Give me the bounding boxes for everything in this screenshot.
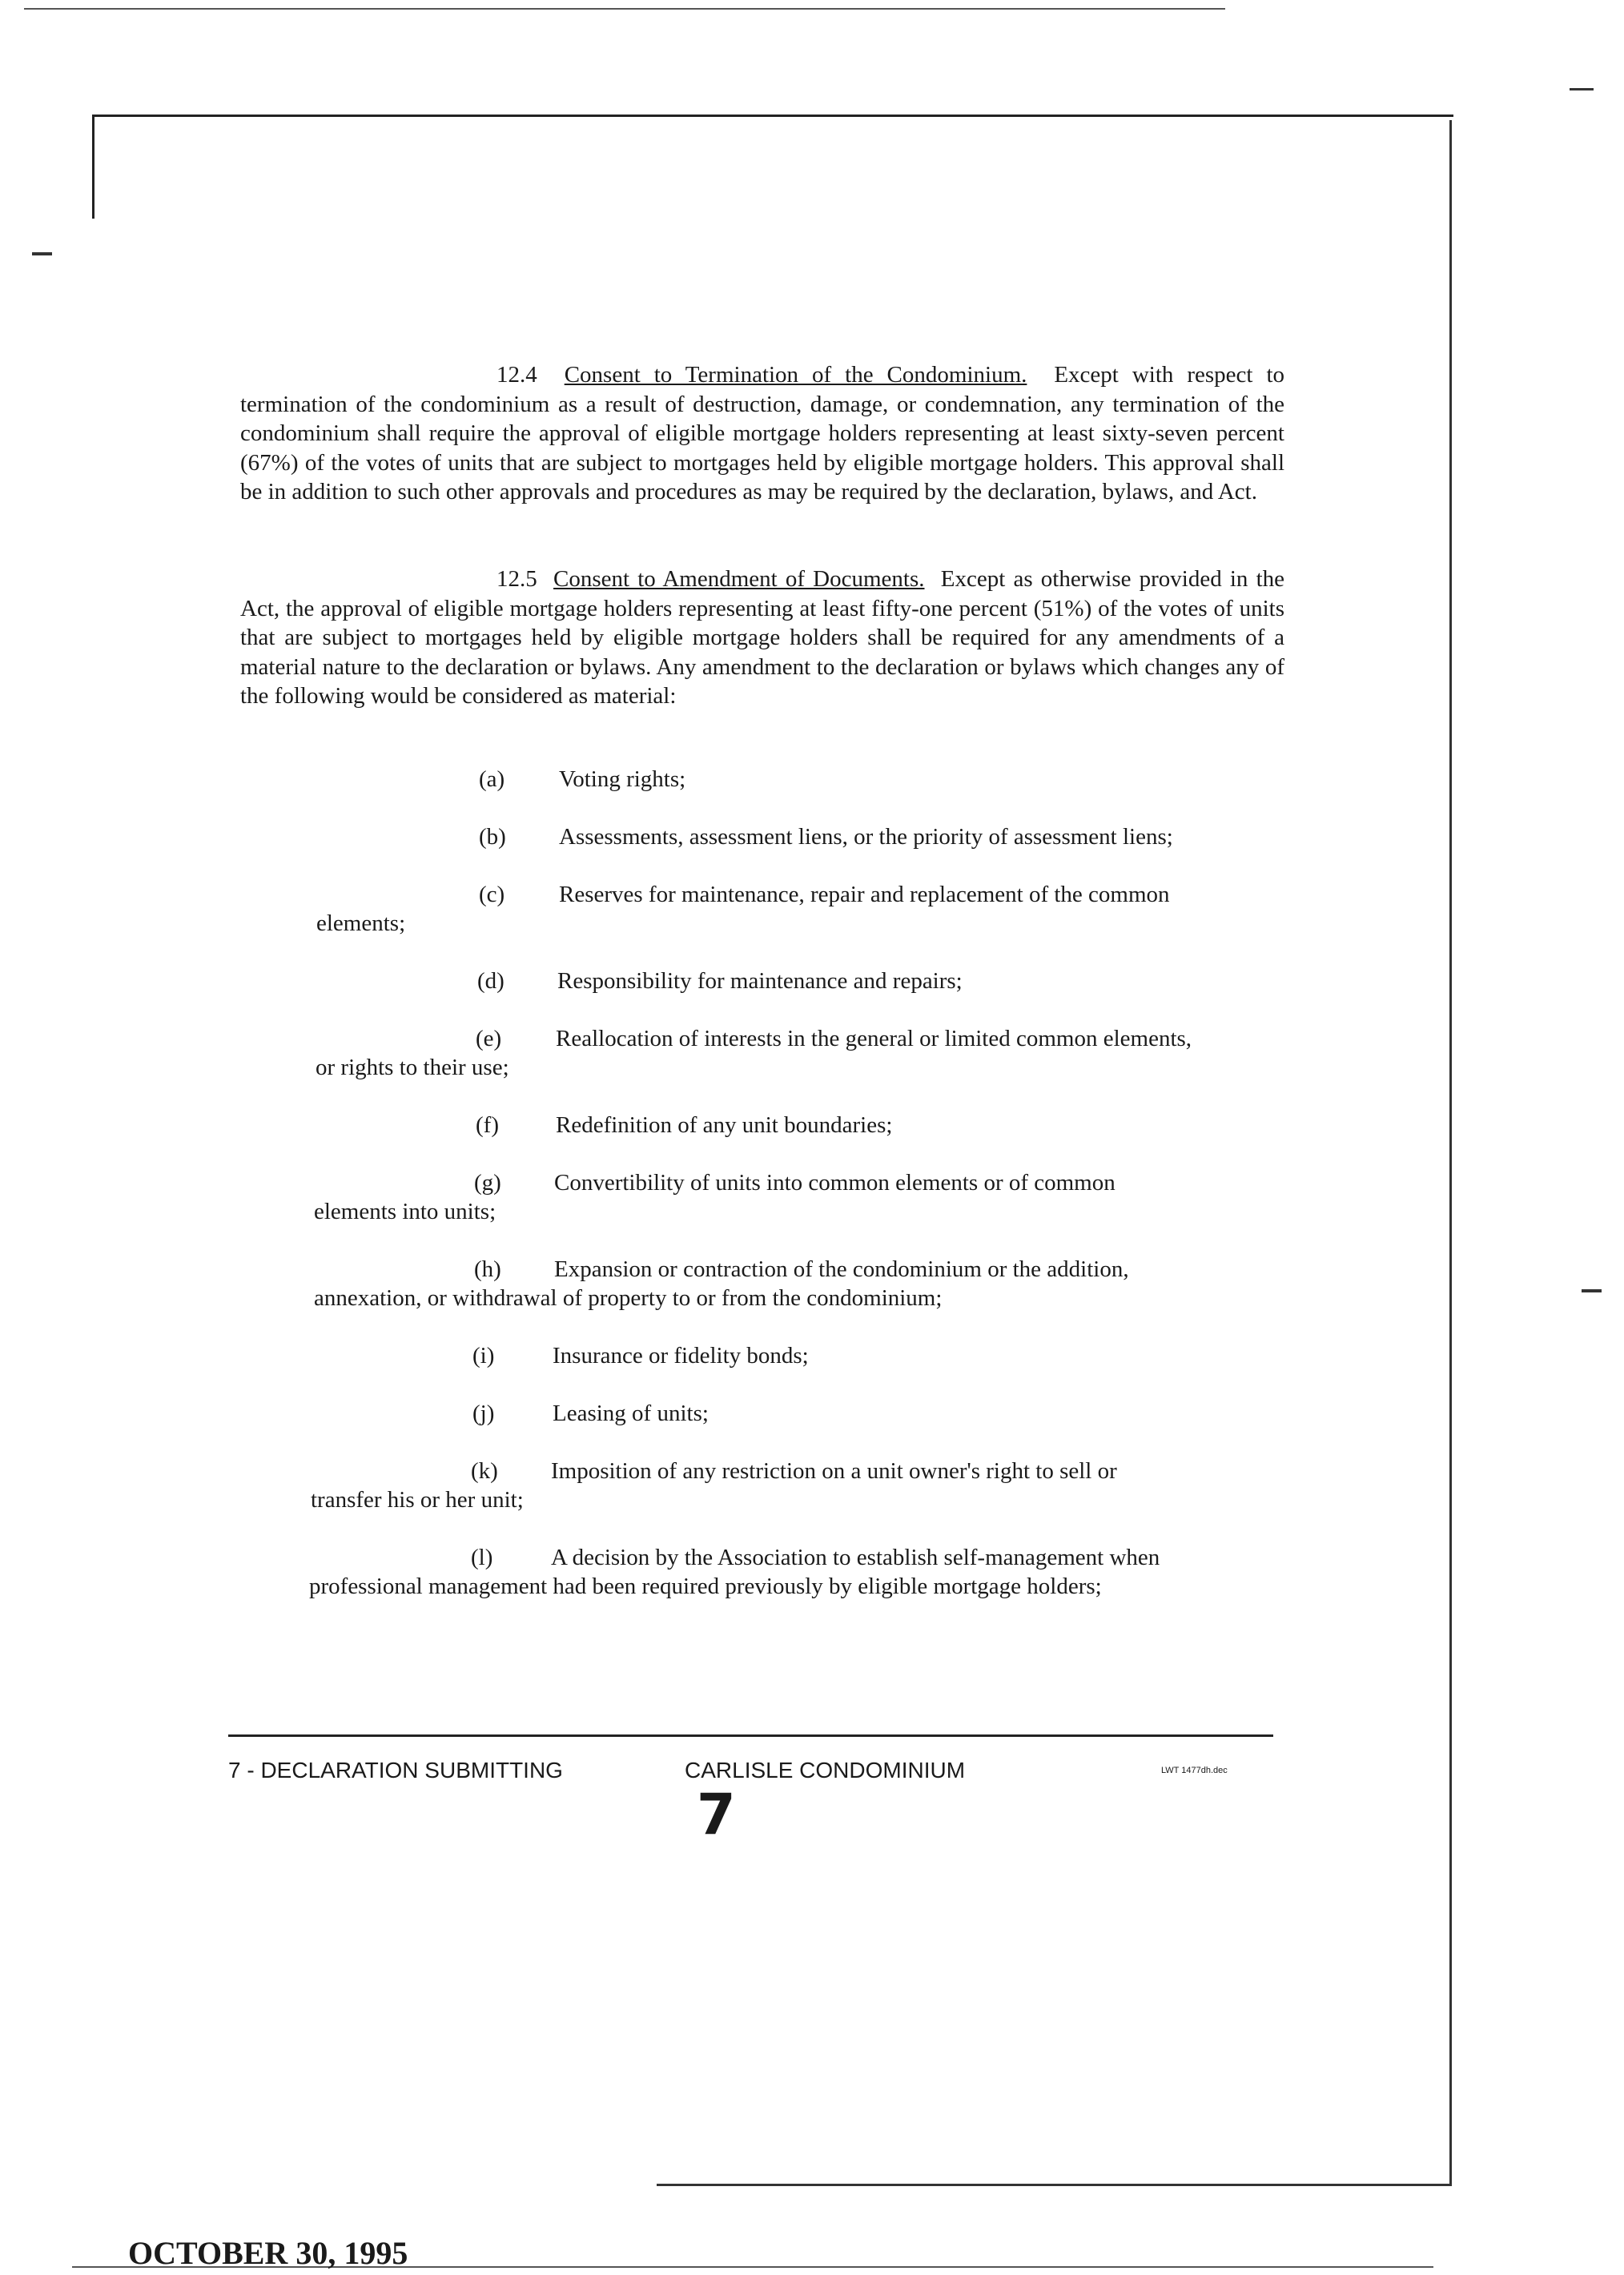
scan-border-left bbox=[92, 115, 94, 219]
date-stamp: OCTOBER 30, 1995 bbox=[128, 2235, 408, 2271]
scan-noise bbox=[1570, 88, 1594, 90]
list-item-continuation: professional management had been required previously by eligible mortgage holders; bbox=[309, 1574, 1102, 1599]
list-item-label: (b) bbox=[479, 824, 506, 850]
footer-document-title: 7 - DECLARATION SUBMITTING bbox=[228, 1758, 563, 1783]
list-item-continuation: transfer his or her unit; bbox=[311, 1487, 524, 1513]
list-item-text: Reserves for maintenance, repair and replacement of the common bbox=[559, 882, 1170, 907]
list-item-text: Assessments, assessment liens, or the priority of assessment liens; bbox=[559, 824, 1173, 850]
list-item-text: Reallocation of interests in the general or limited common elements, bbox=[556, 1026, 1192, 1051]
list-item-label: (l) bbox=[471, 1545, 493, 1570]
list-item-text: Insurance or fidelity bonds; bbox=[553, 1343, 809, 1369]
scan-noise bbox=[24, 8, 1225, 10]
list-item-text: Voting rights; bbox=[559, 766, 686, 792]
list-item-text: Expansion or contraction of the condominium or the addition, bbox=[554, 1256, 1129, 1282]
list-item-text: Imposition of any restriction on a unit owner's right to sell or bbox=[551, 1458, 1117, 1484]
list-item-text: A decision by the Association to establish self-management when bbox=[551, 1545, 1160, 1570]
list-item-label: (c) bbox=[479, 882, 505, 907]
footer-file-code: LWT 1477dh.dec bbox=[1161, 1766, 1228, 1775]
list-item-label: (g) bbox=[474, 1170, 501, 1196]
section-12-4 bbox=[240, 360, 1284, 507]
footer-condominium-name: CARLISLE CONDOMINIUM bbox=[685, 1758, 966, 1783]
list-item-continuation: or rights to their use; bbox=[316, 1055, 509, 1080]
scan-noise bbox=[32, 252, 52, 255]
list-item-label: (d) bbox=[477, 968, 504, 994]
section-body: Except as otherwise provided in the Act, the approval of eligible mortgage holders representing at least fifty-one percent (51%) of the votes of units that are subject to mortgages held by eligible mortgage holders shall be required for any amendments of a material nature to the declaration or bylaws. Any amendment to the declaration or bylaws which changes any of the following would be considered as material: bbox=[240, 566, 1285, 709]
list-item-continuation: elements into units; bbox=[314, 1199, 496, 1224]
section-heading: Consent to Termination of the Condominium. bbox=[564, 362, 1027, 388]
list-item-continuation: elements; bbox=[316, 910, 406, 936]
section-body: Except with respect to termination of the condominium as a result of destruction, damage, or condemnation, any termination of the condominium shall require the approval of eligible mortgage holders representing at least sixty-seven percent (67%) of the votes of units that are subject to mortgages held by eligible mortgage holders. This approval shall be in addition to such other approvals and procedures as may be required by the declaration, bylaws, and Act. bbox=[240, 362, 1285, 504]
list-item-label: (f) bbox=[476, 1112, 499, 1138]
list-item-label: (a) bbox=[479, 766, 505, 792]
list-item-label: (i) bbox=[472, 1343, 495, 1369]
list-item-label: (h) bbox=[474, 1256, 501, 1282]
footer-rule bbox=[228, 1734, 1273, 1737]
section-heading: Consent to Amendment of Documents. bbox=[553, 566, 925, 592]
list-item-label: (j) bbox=[472, 1401, 495, 1426]
list-item-text: Convertibility of units into common elements or of common bbox=[554, 1170, 1115, 1196]
list-item-text: Responsibility for maintenance and repairs; bbox=[557, 968, 963, 994]
scan-border-top bbox=[92, 115, 1453, 117]
list-item-text: Redefinition of any unit boundaries; bbox=[556, 1112, 893, 1138]
list-item-label: (e) bbox=[476, 1026, 502, 1051]
list-item-text: Leasing of units; bbox=[553, 1401, 709, 1426]
section-12-5 bbox=[240, 565, 1284, 711]
scan-border-right bbox=[1449, 120, 1452, 2186]
scan-border-bottom bbox=[657, 2184, 1449, 2186]
list-item-label: (k) bbox=[471, 1458, 498, 1484]
section-number: 12.4 bbox=[496, 362, 537, 388]
scan-noise bbox=[1582, 1289, 1602, 1292]
list-item-continuation: annexation, or withdrawal of property to or from the condominium; bbox=[314, 1285, 943, 1311]
handwritten-page-number: 7 bbox=[697, 1782, 736, 1847]
section-number: 12.5 bbox=[496, 566, 537, 592]
